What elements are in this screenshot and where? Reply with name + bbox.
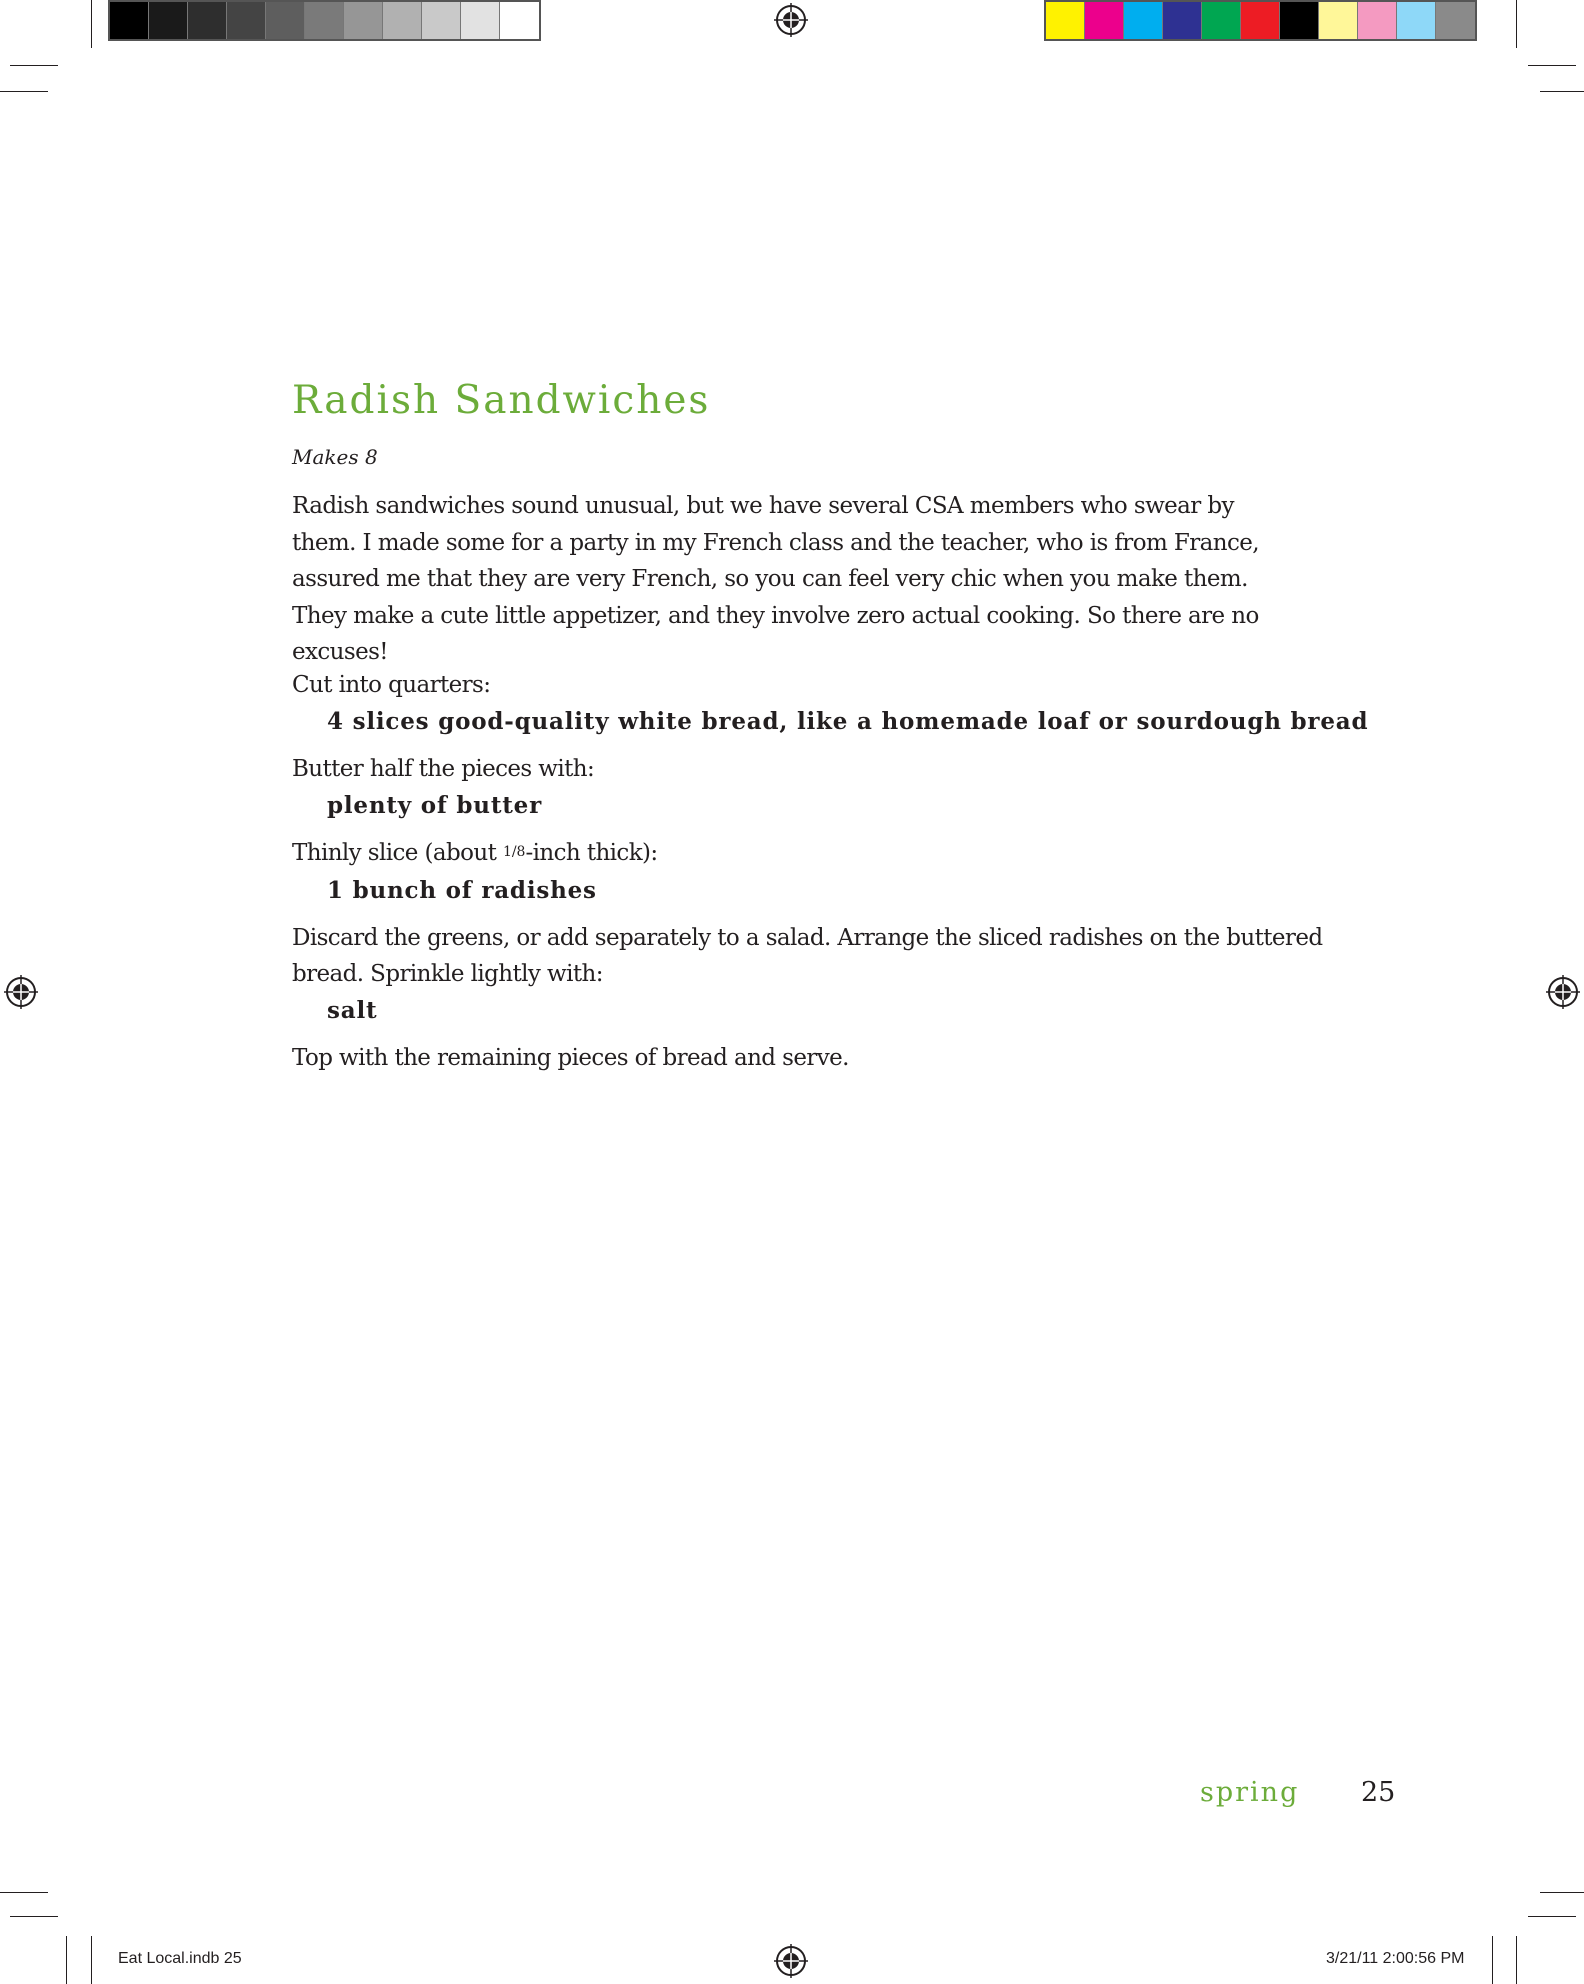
registration-mark-icon	[4, 975, 38, 1009]
color-swatch	[1046, 2, 1085, 39]
step-text: -inch thick):	[525, 840, 658, 866]
crop-mark	[91, 0, 92, 48]
color-swatch	[1436, 2, 1475, 39]
recipe-ingredient: salt	[327, 997, 378, 1024]
color-swatch	[1241, 2, 1280, 39]
color-swatch	[266, 2, 305, 39]
color-swatch	[1202, 2, 1241, 39]
color-swatch	[1124, 2, 1163, 39]
registration-mark-icon	[774, 3, 808, 37]
color-swatch	[461, 2, 500, 39]
recipe-intro: Radish sandwiches sound unusual, but we have several CSA members who swear by them. I made some for a party in my French class and the teacher, who is from France, assured me that they are very French, so you can feel very chic when you make them. They make a cute little appetizer, and they involve zero actual cooking. So there are no excuses!	[292, 493, 1259, 665]
crop-mark	[10, 65, 58, 66]
registration-mark-icon	[1546, 975, 1580, 1009]
recipe-title: Radish Sandwiches	[292, 378, 711, 423]
color-swatch	[149, 2, 188, 39]
recipe-ingredient: 4 slices good-quality white bread, like a homemade loaf or sourdough bread	[327, 708, 1369, 735]
color-swatch	[344, 2, 383, 39]
slug-file-info: Eat Local.indb 25	[118, 1950, 242, 1967]
recipe-ingredient: plenty of butter	[327, 792, 543, 819]
color-swatch	[1397, 2, 1436, 39]
step-text: Thinly slice (about	[292, 840, 503, 866]
color-swatch	[227, 2, 266, 39]
crop-mark	[1540, 1892, 1584, 1893]
color-swatch	[110, 2, 149, 39]
color-swatch	[188, 2, 227, 39]
recipe-step: bread. Sprinkle lightly with:	[292, 961, 603, 987]
color-swatch	[1358, 2, 1397, 39]
color-swatch	[1280, 2, 1319, 39]
color-swatch	[1085, 2, 1124, 39]
recipe-step: Butter half the pieces with:	[292, 756, 595, 782]
page-number: 25	[1361, 1777, 1396, 1808]
slug-timestamp: 3/21/11 2:00:56 PM	[1326, 1950, 1465, 1967]
color-swatch	[305, 2, 344, 39]
recipe-step: Discard the greens, or add separately to a salad. Arrange the sliced radishes on the buttered	[292, 925, 1323, 951]
color-calibration-bar	[1044, 0, 1477, 41]
crop-mark	[1516, 1936, 1517, 1984]
crop-mark	[1528, 65, 1576, 66]
crop-mark	[1492, 1936, 1493, 1984]
recipe-step: Cut into quarters:	[292, 672, 491, 698]
fraction: 1/8	[502, 844, 526, 860]
crop-mark	[66, 1936, 67, 1984]
recipe-ingredient: 1 bunch of radishes	[327, 877, 597, 904]
crop-mark	[10, 1916, 58, 1917]
section-name: spring	[1200, 1777, 1300, 1808]
color-swatch	[1319, 2, 1358, 39]
crop-mark	[0, 1892, 48, 1893]
grayscale-calibration-bar	[108, 0, 541, 41]
recipe-step	[292, 840, 658, 866]
recipe-yield: Makes 8	[292, 445, 378, 469]
registration-mark-icon	[774, 1944, 808, 1978]
color-swatch	[500, 2, 539, 39]
recipe-step: Top with the remaining pieces of bread and serve.	[292, 1045, 849, 1071]
color-swatch	[422, 2, 461, 39]
crop-mark	[1528, 1916, 1576, 1917]
color-swatch	[1163, 2, 1202, 39]
crop-mark	[91, 1936, 92, 1984]
crop-mark	[0, 91, 48, 92]
crop-mark	[1516, 0, 1517, 48]
color-swatch	[383, 2, 422, 39]
crop-mark	[1540, 91, 1584, 92]
